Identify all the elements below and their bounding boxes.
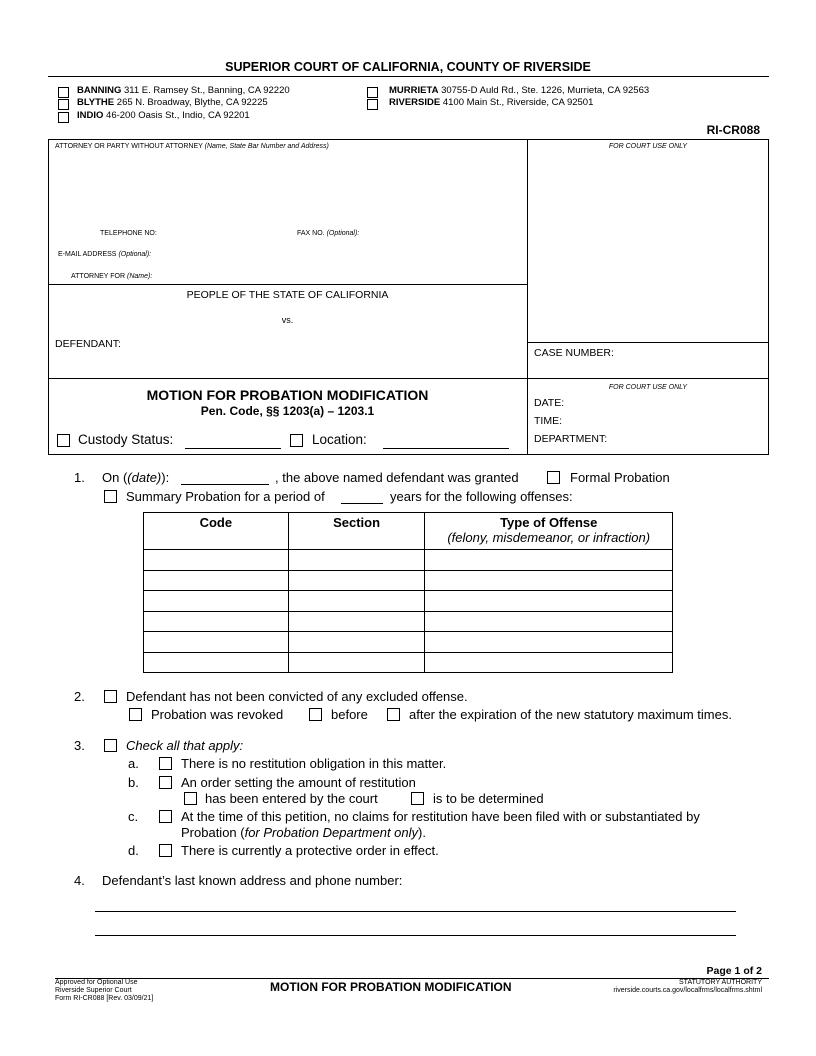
court-use-label-2: FOR COURT USE ONLY xyxy=(608,384,688,391)
department-label: DEPARTMENT: xyxy=(534,433,608,445)
item1-on: On ((date)): xyxy=(102,470,170,485)
type-cell[interactable] xyxy=(425,632,673,653)
after-label: after the expiration of the new statutory maximum times. xyxy=(409,707,732,722)
restitution-order-checkbox[interactable] xyxy=(159,776,172,789)
type-cell[interactable] xyxy=(425,652,673,673)
item3b-letter: b. xyxy=(128,775,139,790)
location-checkbox[interactable] xyxy=(290,434,303,447)
no-claims-label: At the time of this petition, no claims for restitution have been filed with or substantiated by xyxy=(181,809,700,824)
code-cell[interactable] xyxy=(144,632,289,653)
probation-revoked-label: Probation was revoked xyxy=(151,707,284,722)
form-subtitle: Pen. Code, §§ 1203(a) – 1203.1 xyxy=(200,404,375,418)
item1-number: 1. xyxy=(74,470,85,485)
riverside-location: RIVERSIDE 4100 Main St., Riverside, CA 92501 xyxy=(389,97,594,108)
type-cell[interactable] xyxy=(425,591,673,612)
vs-label: vs. xyxy=(281,315,294,325)
banning-checkbox[interactable] xyxy=(58,87,69,98)
case-divider xyxy=(527,342,769,343)
item3c-letter: c. xyxy=(128,809,139,824)
section-cell[interactable] xyxy=(288,570,425,591)
code-cell[interactable] xyxy=(144,611,289,632)
murrieta-checkbox[interactable] xyxy=(367,87,378,98)
restitution-order-label: An order setting the amount of restitution xyxy=(181,775,416,790)
formal-probation-checkbox[interactable] xyxy=(547,471,560,484)
title-divider xyxy=(48,378,769,379)
probation-years-field[interactable] xyxy=(341,503,383,504)
no-restitution-checkbox[interactable] xyxy=(159,757,172,770)
form-title: MOTION FOR PROBATION MODIFICATION xyxy=(146,387,429,403)
custody-status-label: Custody Status: xyxy=(78,432,174,447)
code-header: Code xyxy=(144,513,289,550)
protective-order-label: There is currently a protective order in effect. xyxy=(181,843,439,858)
indio-checkbox[interactable] xyxy=(58,112,69,123)
court-use-label: FOR COURT USE ONLY xyxy=(608,143,688,150)
address-line-2[interactable] xyxy=(95,935,736,936)
location-field[interactable] xyxy=(383,448,509,449)
before-label: before xyxy=(331,707,368,722)
code-cell[interactable] xyxy=(144,570,289,591)
no-claims-checkbox[interactable] xyxy=(159,810,172,823)
not-convicted-checkbox[interactable] xyxy=(104,690,117,703)
section-cell[interactable] xyxy=(288,591,425,612)
not-convicted-label: Defendant has not been convicted of any excluded offense. xyxy=(126,689,468,704)
grant-date-field[interactable] xyxy=(181,484,269,485)
before-checkbox[interactable] xyxy=(309,708,322,721)
code-cell[interactable] xyxy=(144,591,289,612)
after-checkbox[interactable] xyxy=(387,708,400,721)
entered-by-court-label: has been entered by the court xyxy=(205,791,378,806)
approved-block: Approved for Optional Use Riverside Superior Court Form RI-CR088 [Rev. 03/09/21] xyxy=(55,979,154,1002)
item3d-letter: d. xyxy=(128,843,139,858)
table-row xyxy=(144,611,673,632)
summary-probation-checkbox[interactable] xyxy=(104,490,117,503)
form-number: RI-CR088 xyxy=(706,123,760,137)
caption-vertical-divider xyxy=(527,139,528,455)
item3a-letter: a. xyxy=(128,756,139,771)
location-label: Location: xyxy=(312,432,367,447)
case-number-label: CASE NUMBER: xyxy=(534,347,614,359)
authority-block: STATUTORY AUTHORITY riverside.courts.ca.gov/localfrms/localfrms.shtml xyxy=(613,979,762,994)
attorney-for-label: ATTORNEY FOR (Name): xyxy=(71,273,153,280)
time-label: TIME: xyxy=(534,415,562,427)
section-cell[interactable] xyxy=(288,550,425,571)
custody-status-field[interactable] xyxy=(185,448,281,449)
code-cell[interactable] xyxy=(144,652,289,673)
footer-title: MOTION FOR PROBATION MODIFICATION xyxy=(270,980,512,994)
defendant-label: DEFENDANT: xyxy=(55,338,121,350)
type-header: Type of Offense (felony, misdemeanor, or infraction) xyxy=(425,513,673,550)
header-divider xyxy=(48,76,769,77)
table-row xyxy=(144,591,673,612)
telephone-label: TELEPHONE NO: xyxy=(100,230,157,237)
check-all-checkbox[interactable] xyxy=(104,739,117,752)
blythe-location: BLYTHE 265 N. Broadway, Blythe, CA 92225 xyxy=(77,97,268,108)
probation-revoked-checkbox[interactable] xyxy=(129,708,142,721)
section-cell[interactable] xyxy=(288,632,425,653)
address-line-1[interactable] xyxy=(95,911,736,912)
code-cell[interactable] xyxy=(144,550,289,571)
section-header: Section xyxy=(288,513,425,550)
attorney-divider xyxy=(48,284,527,285)
last-address-label: Defendant’s last known address and phone number: xyxy=(102,873,403,888)
email-label: E-MAIL ADDRESS (Optional): xyxy=(58,251,152,258)
banning-location: BANNING 311 E. Ramsey St., Banning, CA 92220 xyxy=(77,85,290,96)
type-cell[interactable] xyxy=(425,611,673,632)
people-label: PEOPLE OF THE STATE OF CALIFORNIA xyxy=(186,289,389,301)
section-cell[interactable] xyxy=(288,652,425,673)
item2-number: 2. xyxy=(74,689,85,704)
table-row xyxy=(144,550,673,571)
no-restitution-label: There is no restitution obligation in this matter. xyxy=(181,756,447,771)
page-number: Page 1 of 2 xyxy=(706,965,762,977)
to-be-determined-checkbox[interactable] xyxy=(411,792,424,805)
item1-granted: , the above named defendant was granted xyxy=(275,470,519,485)
offenses-table xyxy=(143,512,673,673)
custody-status-checkbox[interactable] xyxy=(57,434,70,447)
riverside-checkbox[interactable] xyxy=(367,99,378,110)
indio-location: INDIO 46-200 Oasis St., Indio, CA 92201 xyxy=(77,110,250,121)
section-cell[interactable] xyxy=(288,611,425,632)
item4-number: 4. xyxy=(74,873,85,888)
date-label: DATE: xyxy=(534,397,565,409)
table-row xyxy=(144,652,673,673)
item3-number: 3. xyxy=(74,738,85,753)
murrieta-location: MURRIETA 30755-D Auld Rd., Ste. 1226, Murrieta, CA 92563 xyxy=(389,85,650,96)
entered-by-court-checkbox[interactable] xyxy=(184,792,197,805)
table-row xyxy=(144,632,673,653)
table-row xyxy=(144,570,673,591)
type-cell[interactable] xyxy=(425,550,673,571)
court-title: SUPERIOR COURT OF CALIFORNIA, COUNTY OF RIVERSIDE xyxy=(225,60,591,74)
type-cell[interactable] xyxy=(425,570,673,591)
formal-probation-label: Formal Probation xyxy=(570,470,670,485)
protective-order-checkbox[interactable] xyxy=(159,844,172,857)
blythe-checkbox[interactable] xyxy=(58,99,69,110)
years-label: years for the following offenses: xyxy=(390,489,573,504)
no-claims-label-2: Probation (for Probation Department only). xyxy=(181,825,426,840)
attorney-label: ATTORNEY OR PARTY WITHOUT ATTORNEY (Name, State Bar Number and Address) xyxy=(55,143,329,150)
fax-label: FAX NO. (Optional): xyxy=(297,230,360,237)
check-all-label: Check all that apply: xyxy=(126,738,244,753)
to-be-determined-label: is to be determined xyxy=(433,791,544,806)
summary-probation-label: Summary Probation for a period of xyxy=(126,489,325,504)
